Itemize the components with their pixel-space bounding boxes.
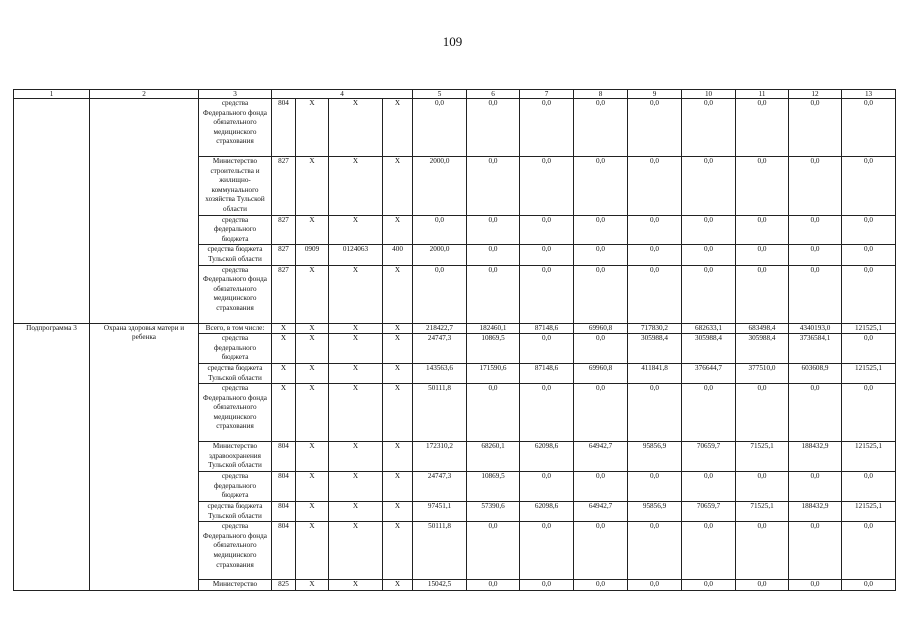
amount-cell: 0,0 (520, 245, 574, 265)
funding-source-cell: средства Федерального фонда обязательного медицинского страхования (199, 384, 272, 442)
amount-cell: 171590,6 (467, 363, 520, 383)
amount-cell: 0,0 (736, 245, 789, 265)
code-cell: 825 (272, 580, 296, 591)
amount-cell: 57390,6 (467, 502, 520, 522)
amount-cell: 0,0 (789, 245, 842, 265)
amount-cell: 62098,6 (520, 502, 574, 522)
amount-cell: 10869,5 (467, 334, 520, 364)
code-cell: X (296, 323, 329, 334)
code-cell: X (383, 334, 413, 364)
amount-cell: 0,0 (520, 99, 574, 157)
amount-cell: 50111,8 (413, 522, 467, 580)
code-cell: X (329, 442, 383, 472)
amount-cell: 0,0 (789, 265, 842, 323)
code-cell: 804 (272, 99, 296, 157)
code-cell: 0909 (296, 245, 329, 265)
code-cell: X (383, 99, 413, 157)
code-cell: X (296, 502, 329, 522)
code-cell: X (272, 384, 296, 442)
amount-cell: 0,0 (842, 334, 896, 364)
amount-cell: 0,0 (736, 522, 789, 580)
amount-cell: 4340193,0 (789, 323, 842, 334)
funding-source-cell: средства Федерального фонда обязательного медицинского страхования (199, 265, 272, 323)
amount-cell: 0,0 (842, 522, 896, 580)
amount-cell: 0,0 (628, 472, 682, 502)
amount-cell: 0,0 (574, 384, 628, 442)
amount-cell: 188432,9 (789, 502, 842, 522)
amount-cell: 0,0 (842, 215, 896, 245)
amount-cell: 218422,7 (413, 323, 467, 334)
amount-cell: 64942,7 (574, 442, 628, 472)
code-cell: X (383, 157, 413, 216)
funding-source-cell: средства Федерального фонда обязательного медицинского страхования (199, 522, 272, 580)
amount-cell: 0,0 (413, 265, 467, 323)
budget-table (13, 89, 896, 591)
header-cell: 10 (682, 90, 736, 99)
code-cell: X (329, 334, 383, 364)
table-row (14, 323, 896, 334)
amount-cell: 0,0 (520, 472, 574, 502)
header-cell: 12 (789, 90, 842, 99)
code-cell: X (296, 215, 329, 245)
amount-cell: 69960,8 (574, 323, 628, 334)
amount-cell: 0,0 (682, 522, 736, 580)
amount-cell: 0,0 (628, 522, 682, 580)
amount-cell: 0,0 (682, 245, 736, 265)
amount-cell: 71525,1 (736, 442, 789, 472)
code-cell: X (383, 522, 413, 580)
code-cell: 827 (272, 245, 296, 265)
code-cell: X (296, 334, 329, 364)
code-cell: X (329, 157, 383, 216)
code-cell: X (296, 363, 329, 383)
amount-cell: 376644,7 (682, 363, 736, 383)
amount-cell: 0,0 (682, 99, 736, 157)
col2-cell (90, 99, 199, 324)
amount-cell: 305988,4 (736, 334, 789, 364)
amount-cell: 71525,1 (736, 502, 789, 522)
code-cell: 400 (383, 245, 413, 265)
amount-cell: 683498,4 (736, 323, 789, 334)
table-row (14, 99, 896, 157)
amount-cell: 0,0 (413, 99, 467, 157)
amount-cell: 121525,1 (842, 502, 896, 522)
funding-source-cell: средства федерального бюджета (199, 472, 272, 502)
code-cell: X (272, 334, 296, 364)
amount-cell: 0,0 (789, 580, 842, 591)
amount-cell: 0,0 (789, 522, 842, 580)
amount-cell: 0,0 (520, 334, 574, 364)
page-number: 109 (442, 34, 463, 49)
amount-cell: 0,0 (628, 157, 682, 216)
amount-cell: 0,0 (736, 580, 789, 591)
amount-cell: 0,0 (842, 472, 896, 502)
amount-cell: 377510,0 (736, 363, 789, 383)
amount-cell: 0,0 (682, 384, 736, 442)
code-cell: X (296, 99, 329, 157)
amount-cell: 0,0 (842, 99, 896, 157)
amount-cell: 0,0 (628, 384, 682, 442)
amount-cell: 305988,4 (682, 334, 736, 364)
funding-source-cell: Министерство (199, 580, 272, 591)
amount-cell: 87148,6 (520, 323, 574, 334)
amount-cell: 0,0 (789, 384, 842, 442)
code-cell: X (329, 323, 383, 334)
code-cell: X (383, 363, 413, 383)
code-cell: X (296, 265, 329, 323)
amount-cell: 0,0 (842, 580, 896, 591)
amount-cell: 305988,4 (628, 334, 682, 364)
code-cell: X (329, 265, 383, 323)
code-cell: X (383, 472, 413, 502)
code-cell: X (329, 502, 383, 522)
amount-cell: 70659,7 (682, 502, 736, 522)
amount-cell: 2000,0 (413, 157, 467, 216)
code-cell: X (296, 157, 329, 216)
amount-cell: 0,0 (682, 472, 736, 502)
amount-cell: 0,0 (520, 384, 574, 442)
amount-cell: 0,0 (520, 265, 574, 323)
amount-cell: 0,0 (574, 245, 628, 265)
amount-cell: 0,0 (467, 265, 520, 323)
funding-source-cell: средства бюджета Тульской области (199, 502, 272, 522)
amount-cell: 0,0 (520, 580, 574, 591)
code-cell: X (296, 472, 329, 502)
code-cell: X (329, 580, 383, 591)
amount-cell: 64942,7 (574, 502, 628, 522)
amount-cell: 0,0 (628, 215, 682, 245)
header-cell: 7 (520, 90, 574, 99)
amount-cell: 0,0 (842, 157, 896, 216)
amount-cell: 0,0 (842, 384, 896, 442)
code-cell: 804 (272, 442, 296, 472)
amount-cell: 0,0 (520, 215, 574, 245)
funding-source-cell: средства бюджета Тульской области (199, 363, 272, 383)
amount-cell: 0,0 (789, 99, 842, 157)
col1-cell (14, 99, 90, 324)
amount-cell: 188432,9 (789, 442, 842, 472)
header-cell: 3 (199, 90, 272, 99)
amount-cell: 0,0 (682, 580, 736, 591)
amount-cell: 87148,6 (520, 363, 574, 383)
funding-source-cell: средства Федерального фонда обязательного медицинского страхования (199, 99, 272, 157)
funding-source-cell: Министерство строительства и жилищно-коммунального хозяйства Тульской области (199, 157, 272, 216)
funding-source-cell: Министерство здравоохранения Тульской области (199, 442, 272, 472)
amount-cell: 0,0 (628, 245, 682, 265)
amount-cell: 121525,1 (842, 442, 896, 472)
amount-cell: 0,0 (789, 472, 842, 502)
amount-cell: 0,0 (574, 522, 628, 580)
header-cell: 6 (467, 90, 520, 99)
code-cell: X (272, 323, 296, 334)
code-cell: 827 (272, 265, 296, 323)
amount-cell: 0,0 (467, 215, 520, 245)
amount-cell: 50111,8 (413, 384, 467, 442)
amount-cell: 2000,0 (413, 245, 467, 265)
code-cell: X (329, 522, 383, 580)
code-cell: X (383, 215, 413, 245)
amount-cell: 68260,1 (467, 442, 520, 472)
amount-cell: 24747,3 (413, 334, 467, 364)
amount-cell: 10869,5 (467, 472, 520, 502)
amount-cell: 0,0 (467, 522, 520, 580)
code-cell: 804 (272, 522, 296, 580)
amount-cell: 0,0 (628, 265, 682, 323)
funding-source-cell: средства федерального бюджета (199, 215, 272, 245)
code-cell: X (383, 265, 413, 323)
amount-cell: 0,0 (842, 265, 896, 323)
amount-cell: 0,0 (736, 472, 789, 502)
amount-cell: 0,0 (736, 384, 789, 442)
amount-cell: 0,0 (682, 215, 736, 245)
amount-cell: 411841,8 (628, 363, 682, 383)
header-cell: 5 (413, 90, 467, 99)
amount-cell: 0,0 (842, 245, 896, 265)
amount-cell: 0,0 (574, 334, 628, 364)
amount-cell: 0,0 (628, 99, 682, 157)
header-cell: 8 (574, 90, 628, 99)
amount-cell: 0,0 (789, 215, 842, 245)
code-cell: X (296, 580, 329, 591)
amount-cell: 95856,9 (628, 502, 682, 522)
amount-cell: 0,0 (574, 472, 628, 502)
header-cell: 11 (736, 90, 789, 99)
amount-cell: 15042,5 (413, 580, 467, 591)
code-cell: 827 (272, 215, 296, 245)
subprogram-number-cell: Подпрограмма 3 (14, 323, 90, 590)
amount-cell: 0,0 (682, 265, 736, 323)
header-cell: 4 (272, 90, 413, 99)
amount-cell: 0,0 (467, 245, 520, 265)
code-cell: X (329, 215, 383, 245)
code-cell: X (296, 522, 329, 580)
amount-cell: 0,0 (520, 157, 574, 216)
header-row (14, 90, 896, 99)
code-cell: 804 (272, 472, 296, 502)
code-cell: X (383, 384, 413, 442)
amount-cell: 0,0 (789, 157, 842, 216)
amount-cell: 603608,9 (789, 363, 842, 383)
amount-cell: 0,0 (574, 580, 628, 591)
code-cell: X (272, 363, 296, 383)
code-cell: X (329, 99, 383, 157)
header-cell: 2 (90, 90, 199, 99)
subprogram-name-cell: Охрана здоровья матери и ребенка (90, 323, 199, 590)
amount-cell: 0,0 (736, 215, 789, 245)
amount-cell: 0,0 (682, 157, 736, 216)
amount-cell: 0,0 (467, 580, 520, 591)
amount-cell: 0,0 (467, 157, 520, 216)
amount-cell: 70659,7 (682, 442, 736, 472)
amount-cell: 143563,6 (413, 363, 467, 383)
amount-cell: 0,0 (467, 99, 520, 157)
code-cell: 827 (272, 157, 296, 216)
amount-cell: 24747,3 (413, 472, 467, 502)
amount-cell: 3736584,1 (789, 334, 842, 364)
amount-cell: 182460,1 (467, 323, 520, 334)
header-cell: 13 (842, 90, 896, 99)
code-cell: 804 (272, 502, 296, 522)
amount-cell: 0,0 (574, 265, 628, 323)
header-cell: 1 (14, 90, 90, 99)
amount-cell: 0,0 (467, 384, 520, 442)
amount-cell: 0,0 (520, 522, 574, 580)
code-cell: X (383, 442, 413, 472)
amount-cell: 69960,8 (574, 363, 628, 383)
amount-cell: 682633,1 (682, 323, 736, 334)
code-cell: X (296, 384, 329, 442)
amount-cell: 62098,6 (520, 442, 574, 472)
amount-cell: 0,0 (574, 215, 628, 245)
amount-cell: 0,0 (413, 215, 467, 245)
amount-cell: 0,0 (574, 157, 628, 216)
amount-cell: 0,0 (574, 99, 628, 157)
code-cell: X (383, 323, 413, 334)
funding-source-cell: средства федерального бюджета (199, 334, 272, 364)
amount-cell: 121525,1 (842, 363, 896, 383)
amount-cell: 0,0 (736, 157, 789, 216)
code-cell: X (329, 384, 383, 442)
funding-source-cell: Всего, в том числе: (199, 323, 272, 334)
header-cell: 9 (628, 90, 682, 99)
amount-cell: 95856,9 (628, 442, 682, 472)
code-cell: X (383, 502, 413, 522)
code-cell: X (329, 472, 383, 502)
amount-cell: 121525,1 (842, 323, 896, 334)
amount-cell: 0,0 (628, 580, 682, 591)
amount-cell: 717830,2 (628, 323, 682, 334)
code-cell: X (329, 363, 383, 383)
amount-cell: 0,0 (736, 265, 789, 323)
code-cell: X (296, 442, 329, 472)
code-cell: 0124063 (329, 245, 383, 265)
code-cell: X (383, 580, 413, 591)
amount-cell: 0,0 (736, 99, 789, 157)
amount-cell: 172310,2 (413, 442, 467, 472)
funding-source-cell: средства бюджета Тульской области (199, 245, 272, 265)
amount-cell: 97451,1 (413, 502, 467, 522)
